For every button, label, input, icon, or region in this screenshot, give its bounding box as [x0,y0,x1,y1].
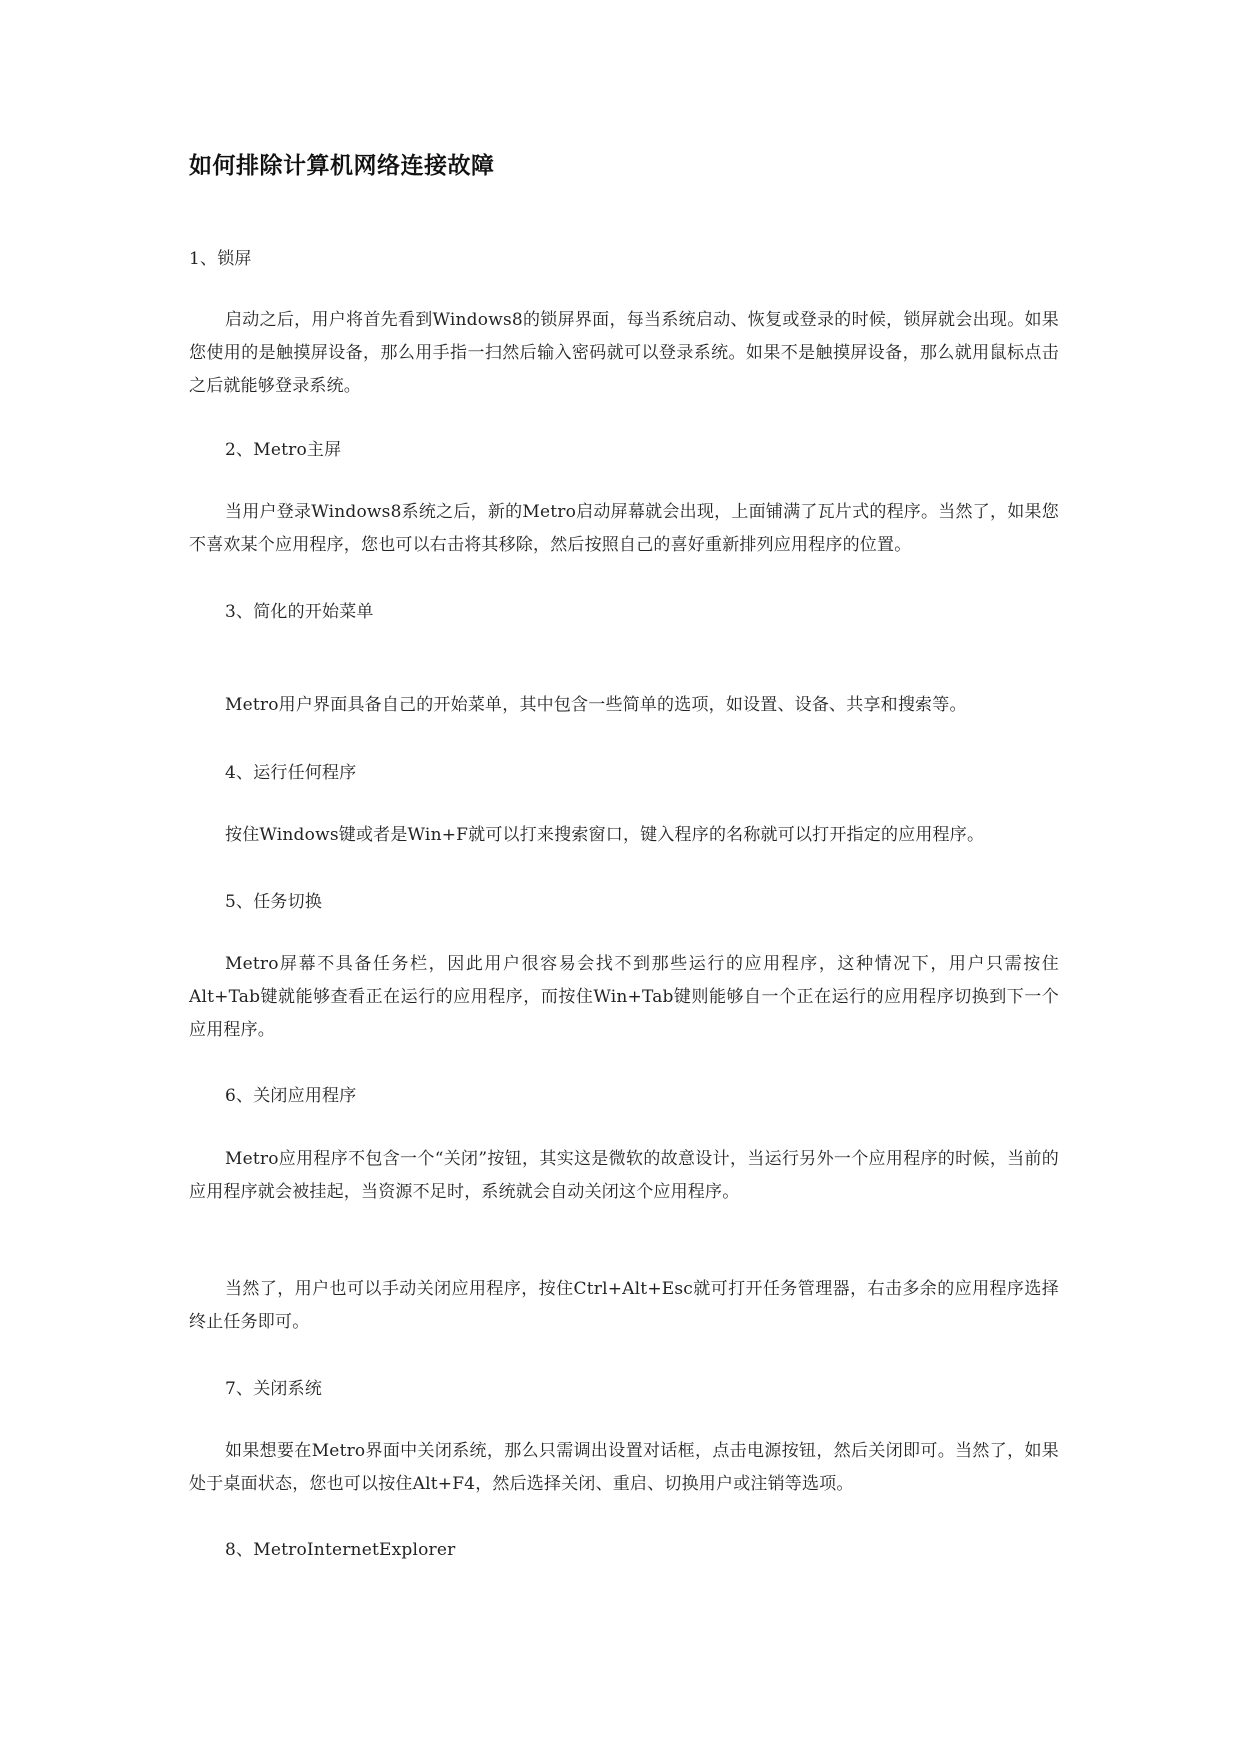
section-6-paragraph-1: Metro应用程序不包含一个“关闭”按钮，其实这是微软的故意设计，当运行另外一个应用程序的时候，当前的应用程序就会被挂起，当资源不足时，系统就会自动关闭这个应用程序。 [189,1149,1059,1202]
section-heading-5: 5、任务切换 [225,892,323,912]
section-heading-8: 8、MetroInternetExplorer [225,1540,456,1560]
section-heading-6: 6、关闭应用程序 [225,1086,357,1106]
document-title: 如何排除计算机网络连接故障 [189,152,495,179]
section-heading-4: 4、运行任何程序 [225,763,357,783]
section-3-paragraph-1: Metro用户界面具备自己的开始菜单，其中包含一些简单的选项，如设置、设备、共享和搜索等。 [225,695,967,715]
section-7-paragraph-1: 如果想要在Metro界面中关闭系统，那么只需调出设置对话框，点击电源按钮，然后关闭即可。当然了，如果处于桌面状态，您也可以按住Alt+F4，然后选择关闭、重启、切换用户或注销等选项。 [189,1441,1059,1494]
section-heading-2: 2、Metro主屏 [225,440,342,460]
section-6-paragraph-2: 当然了，用户也可以手动关闭应用程序，按住Ctrl+Alt+Esc就可打开任务管理器，右击多余的应用程序选择终止任务即可。 [189,1279,1059,1332]
section-5-paragraph-1: Metro屏幕不具备任务栏，因此用户很容易会找不到那些运行的应用程序，这种情况下，用户只需按住Alt+Tab键就能够查看正在运行的应用程序，而按住Win+Tab键则能够自一个正在运行的应用程序切换到下一个应用程序。 [189,954,1059,1040]
section-1-paragraph-1: 启动之后，用户将首先看到Windows8的锁屏界面，每当系统启动、恢复或登录的时候，锁屏就会出现。如果您使用的是触摸屏设备，那么用手指一扫然后输入密码就可以登录系统。如果不是触摸屏设备，那么就用鼠标点击之后就能够登录系统。 [189,310,1059,396]
section-heading-1: 1、锁屏 [189,249,252,269]
section-4-paragraph-1: 按住Windows键或者是Win+F就可以打来搜索窗口，键入程序的名称就可以打开指定的应用程序。 [225,825,985,845]
section-heading-3: 3、简化的开始菜单 [225,602,374,622]
section-2-paragraph-1: 当用户登录Windows8系统之后，新的Metro启动屏幕就会出现，上面铺满了瓦片式的程序。当然了，如果您不喜欢某个应用程序，您也可以右击将其移除，然后按照自己的喜好重新排列应用程序的位置。 [189,502,1059,555]
section-heading-7: 7、关闭系统 [225,1379,323,1399]
